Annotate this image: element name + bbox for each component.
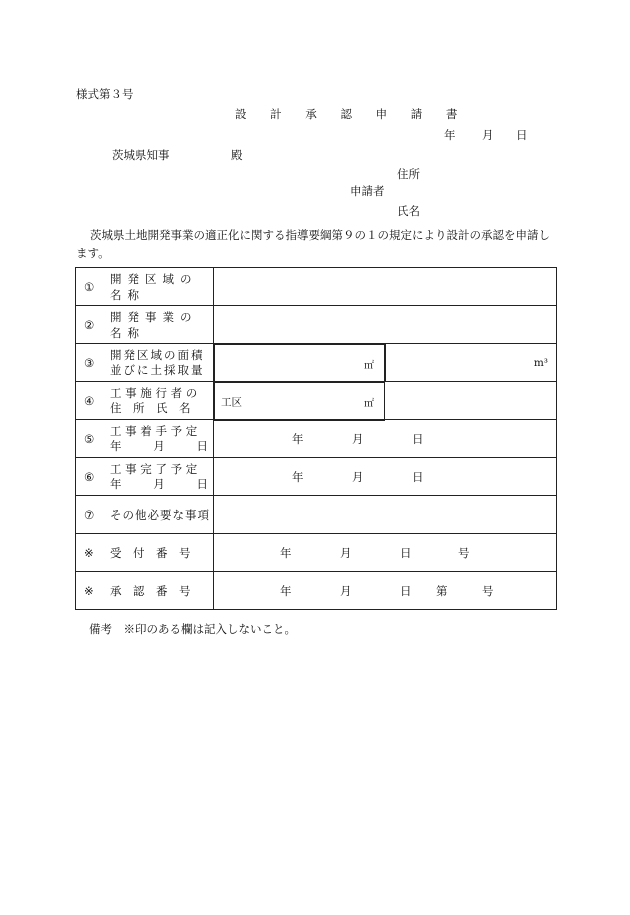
row-number: ※ xyxy=(84,545,94,560)
month-unit: 月 xyxy=(352,469,364,484)
year-unit: 年 xyxy=(280,545,292,560)
row-area-and-soil xyxy=(76,344,557,382)
row-completion-date xyxy=(76,458,557,496)
row-label-line2: 並びに土採取量 xyxy=(110,362,205,377)
development-project-name-field[interactable] xyxy=(214,306,557,344)
honorific: 殿 xyxy=(231,148,243,162)
unit-square-meter: ㎡ xyxy=(364,398,374,409)
document-title: 設 計 承 認 申 請 書 xyxy=(235,107,468,121)
day-unit: 日 xyxy=(412,431,424,446)
row-label: 開発区域の名称 xyxy=(110,271,198,302)
applicant-label: 申請者 xyxy=(350,184,385,198)
date-year: 年 xyxy=(444,128,456,142)
row-development-project-name xyxy=(76,306,557,344)
address-label: 住所 xyxy=(397,167,420,181)
month-unit: 月 xyxy=(340,545,352,560)
addressee: 茨城県知事 xyxy=(112,148,170,162)
row-label-line2: 年 月 日 xyxy=(110,438,208,453)
row-label: 承 認 番 号 xyxy=(110,583,191,598)
name-label: 氏名 xyxy=(397,204,420,218)
row-start-date xyxy=(76,420,557,458)
dai-prefix: 第 xyxy=(436,583,448,598)
row-label-line1: 開発区域の面積 xyxy=(110,347,205,362)
area-total-field[interactable] xyxy=(215,345,385,383)
year-unit: 年 xyxy=(280,583,292,598)
row-approval-number xyxy=(76,572,557,610)
day-unit: 日 xyxy=(412,469,424,484)
row-label-line1: 工 事 完 了 予 定 xyxy=(110,461,198,476)
row-number: ③ xyxy=(84,355,95,370)
year-unit: 年 xyxy=(292,431,304,446)
row-label-line1: 工 事 施 行 者 の xyxy=(110,385,198,400)
row-label-line1: 工 事 着 手 予 定 xyxy=(110,423,198,438)
row-label-line2: 年 月 日 xyxy=(110,476,208,491)
row-development-area-name xyxy=(76,268,557,306)
date-day: 日 xyxy=(516,128,528,142)
month-unit: 月 xyxy=(352,431,364,446)
row-number: ⑥ xyxy=(84,469,95,484)
row-number: ⑤ xyxy=(84,431,95,446)
number-unit: 号 xyxy=(482,583,494,598)
unit-cubic-meter: m³ xyxy=(533,356,548,369)
day-unit: 日 xyxy=(400,583,412,598)
row-number: ⑦ xyxy=(84,507,95,522)
month-unit: 月 xyxy=(340,583,352,598)
row-number: ※ xyxy=(84,583,94,598)
unit-square-meter: ㎡ xyxy=(364,360,374,371)
start-date-field[interactable] xyxy=(214,420,557,458)
number-unit: 号 xyxy=(458,545,470,560)
row-number: ④ xyxy=(84,393,95,408)
application-form-table xyxy=(75,267,557,610)
completion-date-field[interactable] xyxy=(214,458,557,496)
form-number: 様式第３号 xyxy=(76,87,134,101)
body-text: 茨城県土地開発事業の適正化に関する指導要綱第９の１の規定により設計の承認を申請します。 xyxy=(76,228,550,260)
remark-note: 備考 ※印のある欄は記入しないこと。 xyxy=(89,622,296,636)
development-area-name-field[interactable] xyxy=(214,268,557,306)
section-label: 工区 xyxy=(221,396,242,408)
row-label: 開発事業の名称 xyxy=(110,309,198,340)
row-label: その他必要な事項 xyxy=(110,507,210,522)
row-other-matters xyxy=(76,496,557,534)
approval-number-field xyxy=(214,572,557,610)
day-unit: 日 xyxy=(400,545,412,560)
row-receipt-number xyxy=(76,534,557,572)
row-number: ② xyxy=(84,317,95,332)
row-label: 受 付 番 号 xyxy=(110,545,191,560)
area-section-field[interactable] xyxy=(215,383,385,421)
other-matters-field[interactable] xyxy=(214,496,557,534)
year-unit: 年 xyxy=(292,469,304,484)
receipt-number-field xyxy=(214,534,557,572)
soil-volume-field[interactable] xyxy=(386,344,556,381)
row-number: ① xyxy=(84,279,95,294)
date-month: 月 xyxy=(482,128,494,142)
row-label-line2: 住 所 氏 名 xyxy=(110,400,191,415)
